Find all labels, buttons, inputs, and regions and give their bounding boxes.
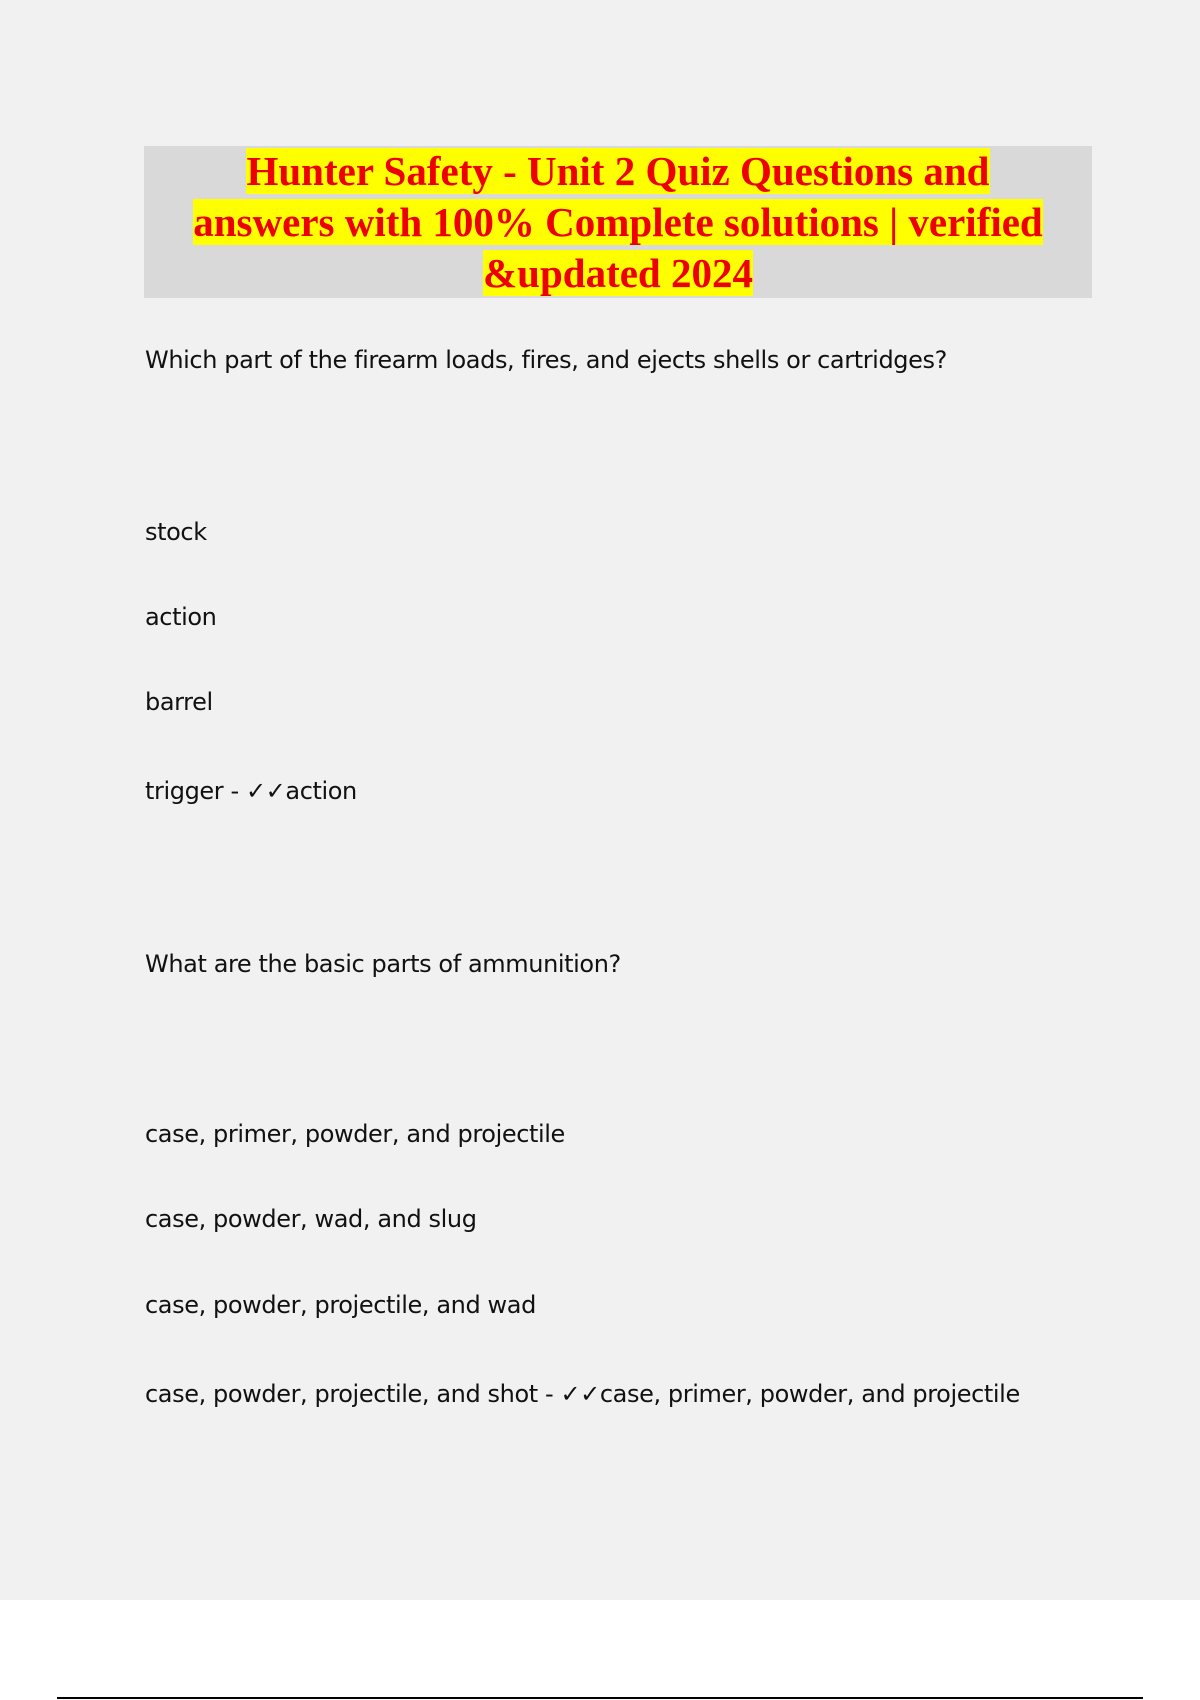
question-2-option-4-with-answer [145,1380,1020,1408]
document-title [144,146,1092,299]
question-1-text: Which part of the firearm loads, fires, and ejects shells or cartridges? [145,346,947,374]
title-line-3: &updated 2024 [483,250,753,296]
document-title-block [144,146,1092,298]
question-2-answer: case, primer, powder, and projectile [599,1380,1020,1408]
question-2-option-1: case, primer, powder, and projectile [145,1120,565,1148]
question-2-option-4: case, powder, projectile, and shot - [145,1380,561,1408]
question-1-answer: action [285,777,357,805]
check-mark-icon: ✓✓ [560,1380,600,1408]
title-line-2: answers with 100% Complete solutions | verified [193,199,1043,245]
question-1-option-4-with-answer [145,777,357,805]
question-1-option-1: stock [145,518,207,546]
question-1-option-3: barrel [145,688,213,716]
check-mark-icon: ✓✓ [245,777,286,805]
footer-divider [57,1697,1143,1699]
question-1-option-4: trigger - [145,777,246,805]
page-footer-area [0,1600,1200,1700]
question-2-option-3: case, powder, projectile, and wad [145,1291,536,1319]
question-2-text: What are the basic parts of ammunition? [145,950,621,978]
question-2-option-2: case, powder, wad, and slug [145,1205,477,1233]
question-1-option-2: action [145,603,217,631]
title-line-1: Hunter Safety - Unit 2 Quiz Questions and [246,148,990,194]
